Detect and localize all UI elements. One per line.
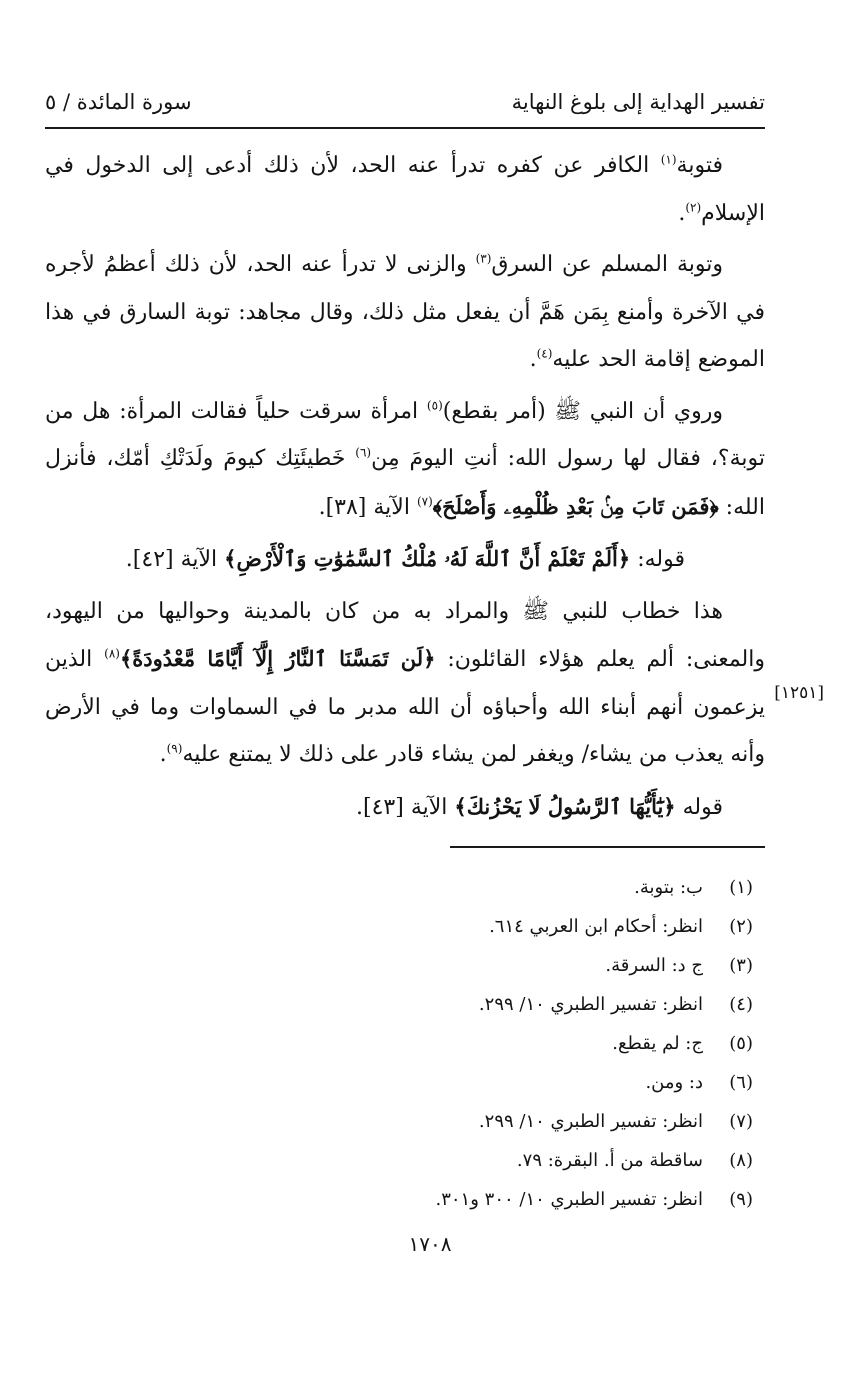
footnote-ref-1: (١) xyxy=(660,152,677,167)
main-text xyxy=(45,142,765,835)
paragraph-5: هذا خطاب للنبي ﷺ والمراد به من كان بالمدينة وحواليها من اليهود، والمعنى: ألم يعلم هؤلاء القائلون: ﴿لَن تَمَسَّنَا ٱلنَّارُ إِلَّآ أَيَّامًا مَّعْدُودَةً﴾$^{(٨)}$ الذين يزعمون أنهم أبناء الله وأحباؤه أن الله مدبر ما في السماوات وما في الأرض وأنه يعذب من يشاء/ ويغفر لمن يشاء قادر على ذلك لا يمتنع عليه$^{(٩)}$. xyxy=(45,598,765,767)
footnote-text: ج د: السرقة. xyxy=(605,955,703,976)
footnote-item xyxy=(45,1141,753,1180)
footnote-divider xyxy=(450,846,765,848)
footnote-item xyxy=(45,1063,753,1102)
paragraph-4: قوله: ﴿أَلَمْ تَعْلَمْ أَنَّ ٱللَّهَ لَهُۥ مُلْكُ ٱلسَّمَٰوَٰتِ وَٱلْأَرْضِ﴾ الآية [٤٢]. xyxy=(125,546,685,572)
footnote-item xyxy=(45,1024,753,1063)
footnote-ref-5: (٥) xyxy=(426,398,443,413)
footnote-ref-9: (٩) xyxy=(166,741,183,756)
footnote-text: انظر: تفسير الطبري ١٠/ ٢٩٩. xyxy=(478,1111,703,1132)
footnotes xyxy=(45,868,753,1219)
footnote-ref-6: (٦) xyxy=(355,445,372,460)
paragraph-6: قوله ﴿يَٰٓأَيُّهَا ٱلرَّسُولُ لَا يَحْزُنكَ﴾ الآية [٤٣]. xyxy=(356,793,723,820)
footnote-number: (٧) xyxy=(729,1111,753,1132)
footnote-ref-7: (٧) xyxy=(416,494,433,509)
quran-verse: ﴿فَمَن تَابَ مِنۢ بَعْدِ ظُلْمِهِۦ وَأَصْلَحَ﴾ xyxy=(432,493,719,519)
footnote-number: (٨) xyxy=(729,1150,753,1171)
footnote-number: (٦) xyxy=(729,1072,753,1093)
running-header xyxy=(45,84,765,120)
quran-verse: ﴿يَٰٓأَيُّهَا ٱلرَّسُولُ لَا يَحْزُنكَ﴾ xyxy=(454,793,676,819)
manuscript-folio-marker: [١٢٥١] xyxy=(774,683,824,703)
footnote-ref-2: (٢) xyxy=(685,200,702,215)
footnote-item xyxy=(45,1180,753,1219)
footnote-text: ب: بتوبة. xyxy=(634,877,703,898)
paragraph-1: فتوبة$^{(١)}$ الكافر عن كفره تدرأ عنه الحد، لأن ذلك أدعى إلى الدخول في الإسلام$^{(٢)}$. xyxy=(45,152,765,226)
footnote-item xyxy=(45,946,753,985)
footnote-number: (٣) xyxy=(729,955,753,976)
footnote-number: (٩) xyxy=(729,1189,753,1210)
footnote-text: انظر: تفسير الطبري ١٠/ ٣٠٠ و٣٠١. xyxy=(435,1189,703,1210)
footnote-ref-4: (٤) xyxy=(536,346,553,361)
footnote-text: انظر: أحكام ابن العربي ٦١٤. xyxy=(489,916,703,937)
footnote-number: (٤) xyxy=(729,994,753,1015)
page-number: ١٧٠٨ xyxy=(408,1232,452,1256)
footnote-item xyxy=(45,907,753,946)
footnote-text: انظر: تفسير الطبري ١٠/ ٢٩٩. xyxy=(478,994,703,1015)
footnote-text: د: ومن. xyxy=(645,1072,703,1093)
paragraph-2: وتوبة المسلم عن السرق$^{(٣)}$ والزنى لا تدرأ عنه الحد، لأن ذلك أعظمُ لأجره في الآخرة وأمنع بِمَن هَمَّ أن يفعل مثل ذلك، وقال مجاهد: توبة السارق في هذا الموضع إقامة الحد عليه$^{(٤)}$. xyxy=(45,251,765,372)
footnote-ref-8: (٨) xyxy=(104,646,120,661)
footnote-item xyxy=(45,868,753,907)
header-divider xyxy=(45,127,765,129)
footnote-number: (١) xyxy=(729,877,753,898)
surah-label: سورة المائدة / ٥ xyxy=(45,90,192,114)
footnote-number: (٥) xyxy=(729,1033,753,1054)
footnote-number: (٢) xyxy=(729,916,753,937)
footnote-text: ساقطة من أ. البقرة: ٧٩. xyxy=(516,1150,703,1171)
footnote-ref-3: (٣) xyxy=(475,251,492,266)
footnote-item xyxy=(45,985,753,1024)
quran-verse: ﴿لَن تَمَسَّنَا ٱلنَّارُ إِلَّآ أَيَّامًا مَّعْدُودَةً﴾ xyxy=(119,646,436,671)
footnote-item xyxy=(45,1102,753,1141)
book-title: تفسير الهداية إلى بلوغ النهاية xyxy=(511,90,765,114)
footnote-text: ج: لم يقطع. xyxy=(612,1033,703,1054)
paragraph-3: وروي أن النبي ﷺ (أمر بقطع)$^{(٥)}$ امرأة سرقت حلياً فقالت المرأة: هل من توبة؟، فقال لها رسول الله: أنتِ اليومَ مِن$^{(٦)}$ خَطيئَتِك كيومَ ولَدَتْكِ أمّك، فأنزل الله: ﴿فَمَن تَابَ مِنۢ بَعْدِ ظُلْمِهِۦ وَأَصْلَحَ﴾$^{(٧)}$ الآية [٣٨]. xyxy=(45,398,765,520)
quran-verse: ﴿أَلَمْ تَعْلَمْ أَنَّ ٱللَّهَ لَهُۥ مُلْكُ ٱلسَّمَٰوَٰتِ وَٱلْأَرْضِ﴾ xyxy=(224,546,631,571)
